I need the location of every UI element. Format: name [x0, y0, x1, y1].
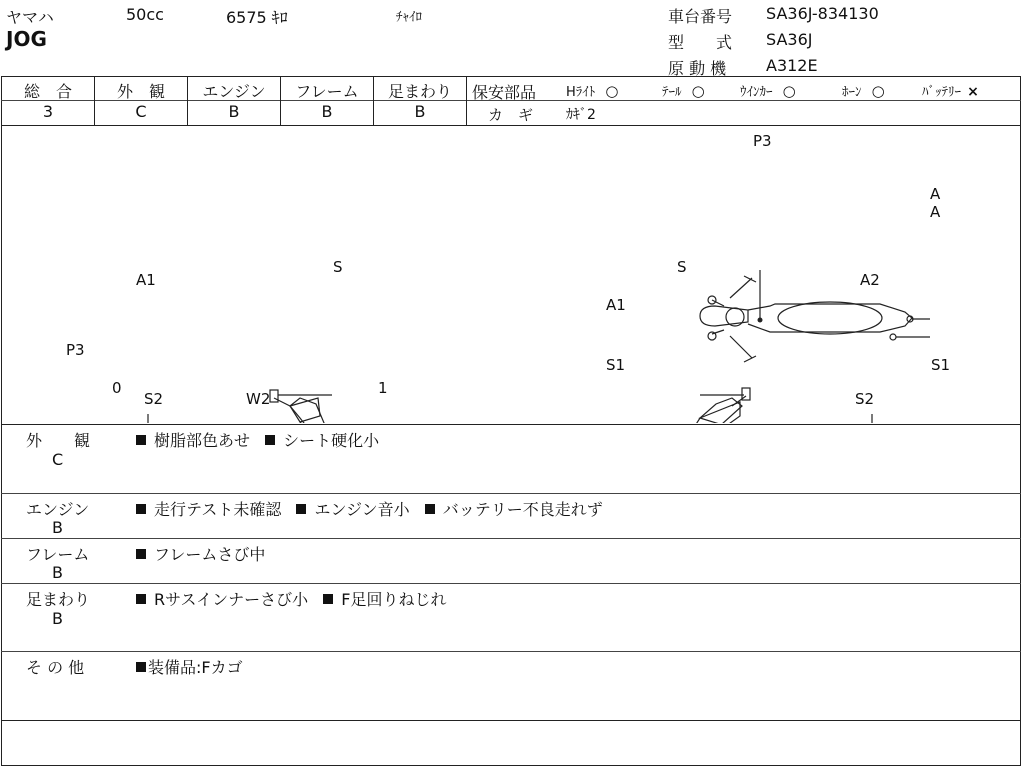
- frame-no-label: 車台番号: [668, 7, 733, 26]
- section-line-2: [1, 538, 1021, 539]
- label-left-a1: A1: [136, 271, 156, 289]
- section-line-5: [1, 720, 1021, 721]
- grade-col-line-5: [466, 77, 467, 125]
- section-frame-label: フレーム: [26, 545, 90, 564]
- safety-item-mark: ○: [691, 82, 705, 100]
- label-right-s2: S2: [855, 390, 875, 408]
- safety-item-name: Hﾗｲﾄ: [566, 85, 596, 100]
- color: ﾁｬｲﾛ: [396, 10, 422, 25]
- label-left-s: S: [333, 258, 343, 276]
- type-label: 型 式: [668, 33, 733, 52]
- engine-label: 原 動 機: [668, 59, 727, 78]
- section-frame-notes: [136, 542, 265, 565]
- bullet-icon: [136, 504, 146, 514]
- grade-header-exterior: 外 観: [116, 82, 165, 101]
- bullet-icon: [323, 594, 333, 604]
- key-value: ｶｷﾞ2: [566, 107, 596, 123]
- diagram-bottom-line: [1, 424, 1021, 425]
- section-suspension-notes: [136, 587, 446, 610]
- safety-item-mark: ○: [782, 82, 796, 100]
- safety-item-name: ｳｲﾝｶｰ: [740, 85, 773, 100]
- safety-item-horn: [842, 81, 885, 100]
- note-item: エンジン音小: [314, 500, 410, 519]
- safety-divider: [467, 100, 1021, 101]
- note-item: Rサスインナーさび小: [154, 590, 309, 609]
- section-line-4: [1, 651, 1021, 652]
- safety-item-winker: [740, 81, 796, 100]
- safety-item-battery: [922, 81, 979, 100]
- bullet-icon: [136, 662, 146, 672]
- section-engine-label: エンジン: [26, 500, 90, 519]
- section-suspension-grade: B: [52, 609, 63, 628]
- safety-item-mark: ×: [967, 84, 979, 100]
- label-right-a2: A2: [860, 271, 880, 289]
- label-top-a1: A: [930, 185, 941, 203]
- safety-item-tail: [662, 81, 705, 100]
- grade-value-engine: B: [228, 102, 240, 121]
- section-frame-grade: B: [52, 563, 63, 582]
- damage-diagram: [0, 126, 1022, 423]
- bullet-icon: [425, 504, 435, 514]
- key-label: カ ギ: [488, 106, 534, 124]
- label-left-p3: P3: [66, 341, 85, 359]
- note-item: F足回りねじれ: [341, 590, 447, 609]
- bullet-icon: [136, 549, 146, 559]
- label-right-s1b: S1: [931, 356, 951, 374]
- grade-value-frame: B: [321, 102, 333, 121]
- label-top-p3: P3: [753, 132, 772, 150]
- section-line-3: [1, 583, 1021, 584]
- section-suspension-label: 足まわり: [26, 590, 91, 609]
- section-exterior-grade: C: [52, 450, 64, 469]
- bullet-icon: [136, 435, 146, 445]
- section-engine-grade: B: [52, 518, 63, 537]
- section-engine-notes: [136, 497, 603, 520]
- bullet-icon: [296, 504, 306, 514]
- grade-header-engine: エンジン: [202, 82, 266, 101]
- grade-value-total: 3: [42, 102, 54, 121]
- section-other-notes: [136, 655, 243, 678]
- safety-item-name: ﾃｰﾙ: [662, 85, 682, 100]
- label-right-s1a: S1: [606, 356, 626, 374]
- section-exterior-notes: [136, 428, 379, 451]
- section-line-1: [1, 493, 1021, 494]
- section-exterior-label: 外 観: [26, 431, 91, 450]
- grade-header-frame: フレーム: [295, 82, 359, 101]
- mileage: 6575 ｷﾛ: [226, 8, 288, 27]
- displacement: 50cc: [126, 5, 164, 24]
- label-left-s2: S2: [144, 390, 164, 408]
- label-left-zero: 0: [112, 379, 122, 397]
- note-item: シート硬化小: [283, 431, 380, 450]
- safety-item-mark: ○: [605, 82, 619, 100]
- grade-value-suspension: B: [414, 102, 426, 121]
- label-right-s: S: [677, 258, 687, 276]
- frame-no: SA36J-834130: [766, 4, 879, 23]
- engine-value: A312E: [766, 56, 818, 75]
- type-value: SA36J: [766, 30, 813, 49]
- note-item: バッテリー不良走れず: [442, 500, 603, 519]
- label-left-w2: W2: [246, 390, 271, 408]
- note-item: 走行テスト未確認: [154, 500, 282, 519]
- label-left-one: 1: [378, 379, 388, 397]
- grade-header-total: 総 合: [23, 82, 72, 101]
- bullet-icon: [265, 435, 275, 445]
- note-item: フレームさび中: [154, 545, 266, 564]
- note-item: 樹脂部色あせ: [154, 431, 251, 450]
- note-item: 装備品:Fカゴ: [148, 658, 243, 677]
- grade-value-exterior: C: [135, 102, 147, 121]
- safety-item-headlight: [566, 81, 619, 100]
- grade-header-suspension: 足まわり: [387, 82, 452, 101]
- safety-item-name: ﾎｰﾝ: [842, 85, 862, 100]
- safety-label: 保安部品: [472, 83, 537, 102]
- label-top-a2: A: [930, 203, 941, 221]
- maker: ヤマハ: [6, 8, 54, 27]
- safety-item-name: ﾊﾞｯﾃﾘｰ: [922, 85, 961, 100]
- safety-item-mark: ○: [871, 82, 885, 100]
- top-view-scooter: [700, 276, 913, 362]
- label-right-a1: A1: [606, 296, 626, 314]
- bullet-icon: [136, 594, 146, 604]
- model-name: JOG: [6, 27, 47, 51]
- section-other-label: そ の 他: [26, 658, 85, 677]
